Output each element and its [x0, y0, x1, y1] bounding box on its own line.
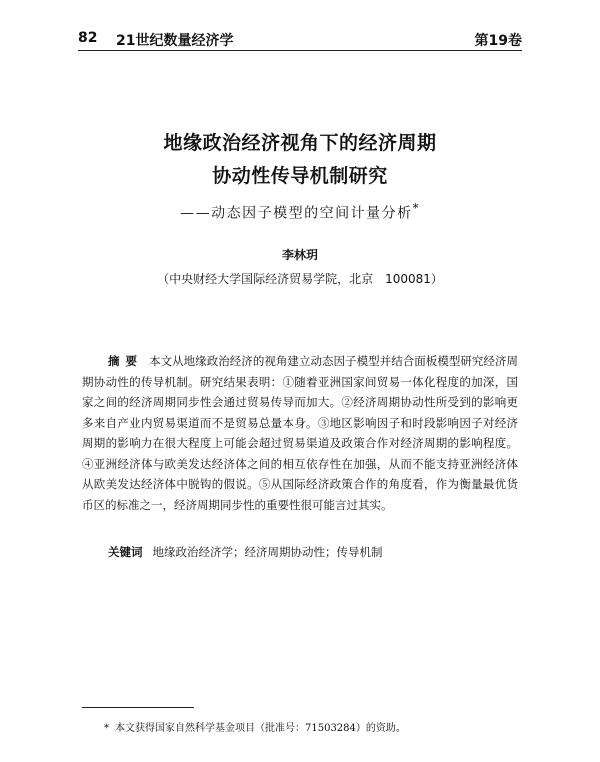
journal-name: 21世纪数量经济学: [116, 33, 234, 49]
keywords-text: 地缘政治经济学；经济周期协动性；传导机制: [152, 545, 383, 559]
paper-title-line-2: 协动性传导机制研究: [212, 165, 388, 187]
keywords: [108, 542, 518, 562]
footnote-marker: *: [104, 723, 109, 734]
subtitle-text: ——动态因子模型的空间计量分析: [180, 205, 413, 222]
footnote: [104, 719, 524, 734]
footnote-rule: [82, 707, 194, 708]
page-number: 82: [78, 30, 98, 46]
abstract-label: 摘要: [108, 354, 144, 368]
keywords-label: 关键词: [108, 545, 143, 559]
paper-title-line-1: 地缘政治经济视角下的经济周期: [163, 132, 437, 154]
volume-label: 第19卷: [474, 33, 522, 49]
abstract: [82, 351, 518, 515]
abstract-text: 本文从地缘政治经济的视角建立动态因子模型并结合面板模型研究经济周期协动性的传导机制。研究结果表明：①随着亚洲国家间贸易一体化程度的加深，国家之间的经济周期同步性会通过贸易传导而加大。②经济周期协动性所受到的影响更多来自产业内贸易渠道而不是贸易总量本身。③地区影响因子和时段影响因子对经济周期的影响力在很大程度上可能会超过贸易渠道及政策合作对经济周期的影响程度。④亚洲经济体与欧美发达经济体之间的相互依存性在加强，从而不能支持亚洲经济体从欧美发达经济体中脱钩的假说。⑤从国际经济政策合作的角度看，作为衡量最优货币区的标准之一，经济周期同步性的重要性很可能言过其实。: [82, 354, 518, 512]
title-footnote-marker: *: [412, 201, 420, 215]
footnote-text: 本文获得国家自然科学基金项目（批准号：71503284）的资助。: [115, 723, 406, 734]
running-header: [78, 26, 522, 52]
paper-subtitle: [0, 201, 600, 223]
author-affiliation: （中央财经大学国际经济贸易学院，北京 100081）: [157, 272, 443, 286]
author-name: 李林玥: [281, 248, 318, 262]
header-rule: [78, 50, 522, 51]
